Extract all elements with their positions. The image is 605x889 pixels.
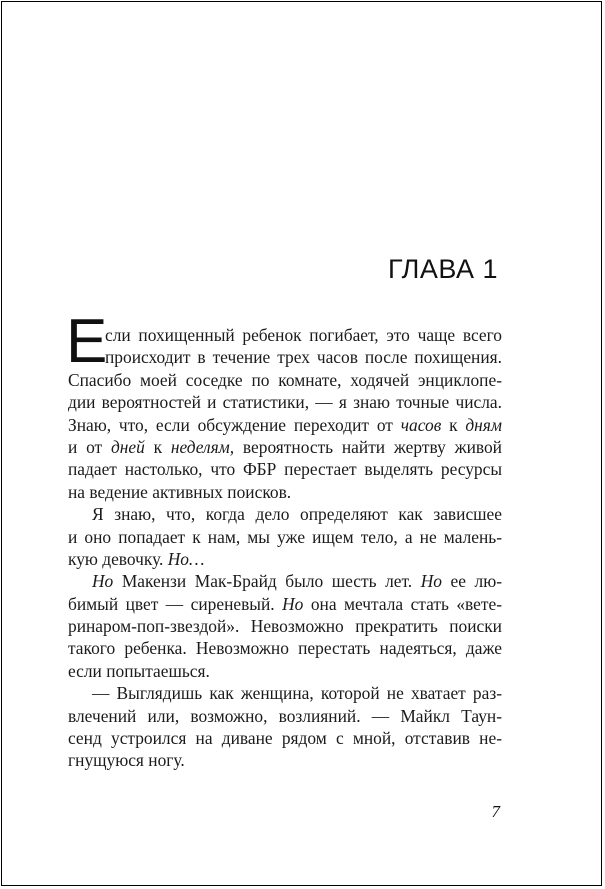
text-line: сли похищенный ребенок погибает, это чаще всего bbox=[105, 325, 502, 345]
text-line: падает настолько, что ФБР перестает выделять ресурсы bbox=[68, 459, 502, 480]
text-line: Спасибо моей соседке по комнате, ходячей энциклопе- bbox=[68, 369, 502, 390]
page-number: 7 bbox=[491, 802, 500, 821]
text-line: Я знаю, что, когда дело определяют как зависшее bbox=[92, 504, 502, 525]
text-line: ринаром-поп-звездой». Невозможно прекратить поиски bbox=[68, 616, 502, 637]
book-page bbox=[1, 1, 602, 886]
text-line: Но Макензи Мак-Брайд было шесть лет. Но ее лю- bbox=[92, 571, 502, 592]
text-line: сенд устроился на диване рядом с мной, отставив не- bbox=[68, 728, 502, 749]
text-line: влечений или, возможно, возлияний. — Майкл Таун- bbox=[68, 705, 502, 726]
text-line: Знаю, что, если обсуждение переходит от часов к дням bbox=[68, 414, 502, 435]
text-line: — Выглядишь как женщина, которой не хватает раз- bbox=[92, 683, 502, 704]
text-line: гнущуюся ногу. bbox=[68, 750, 185, 771]
text-line: и оно попадает к нам, мы уже ищем тело, а не малень- bbox=[68, 526, 502, 547]
text-line: бимый цвет — сиреневый. Но она мечтала стать «вете- bbox=[68, 593, 502, 614]
text-line: происходит в течение трех часов после похищения. bbox=[105, 347, 502, 368]
text-line: дии вероятностей и статистики, — я знаю точные числа. bbox=[68, 392, 502, 413]
drop-cap: Е bbox=[66, 307, 108, 376]
body-text bbox=[66, 307, 502, 772]
text-line: на ведение активных поисков. bbox=[68, 481, 292, 502]
text-line: если попытаешься. bbox=[68, 660, 210, 681]
chapter-title: ГЛАВА 1 bbox=[388, 254, 498, 284]
text-line: и от дней к неделям, вероятность найти жертву живой bbox=[68, 436, 502, 457]
text-line: такого ребенка. Невозможно перестать надеяться, даже bbox=[68, 638, 502, 659]
text-line: кую девочку. Но… bbox=[68, 548, 205, 569]
